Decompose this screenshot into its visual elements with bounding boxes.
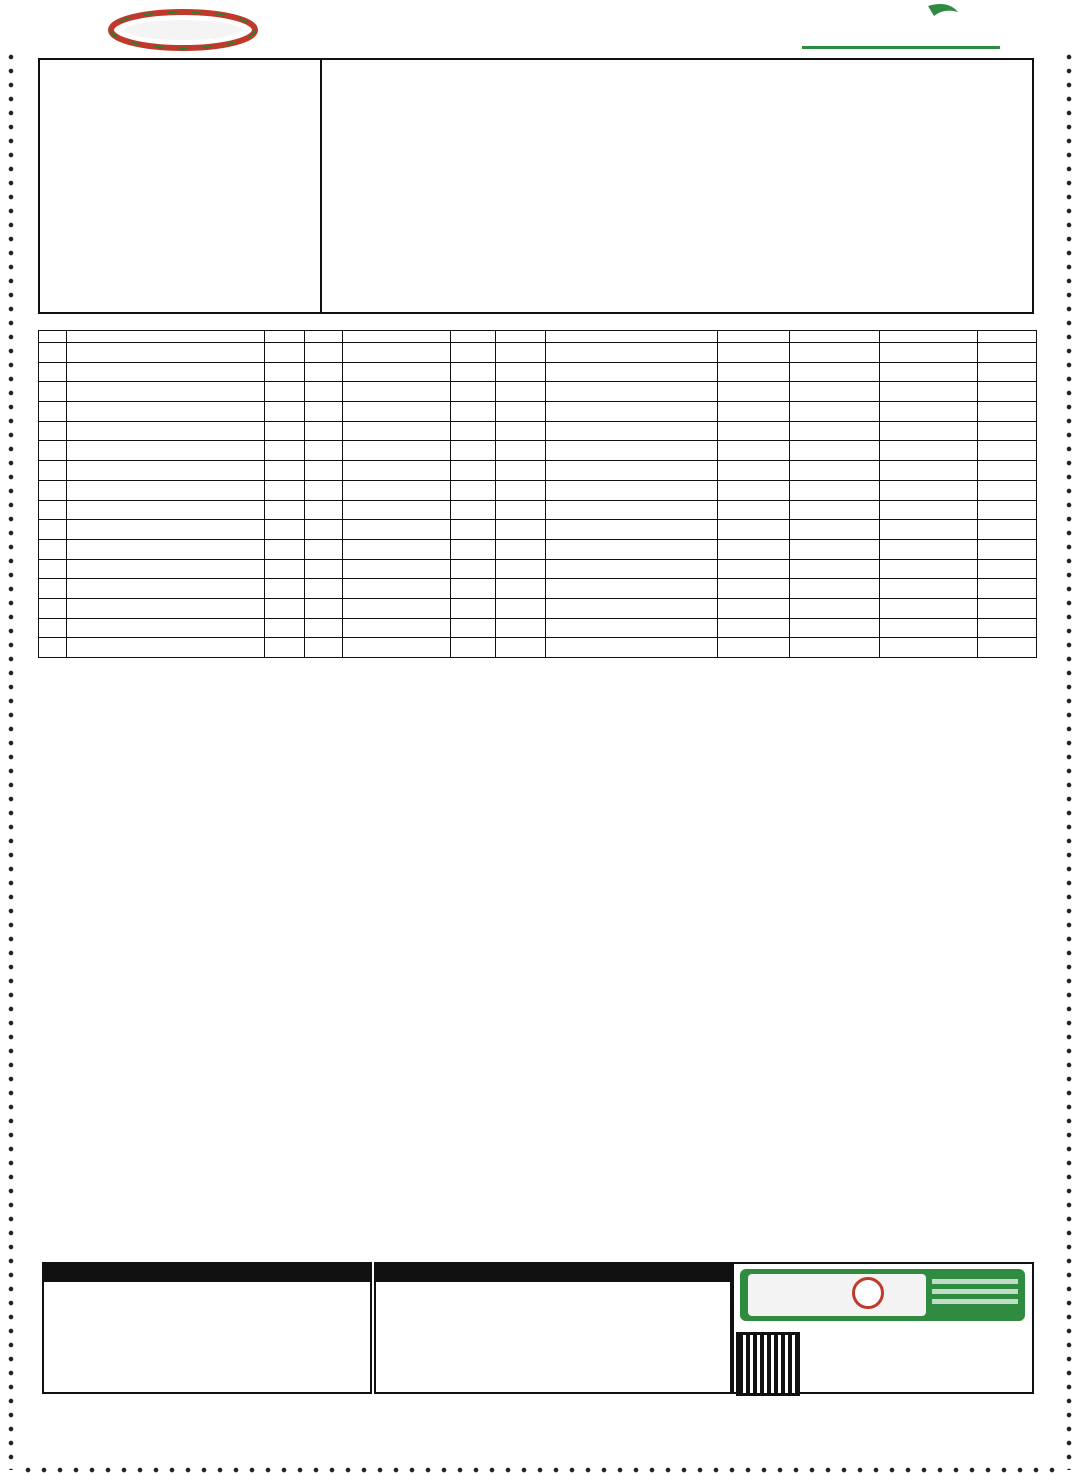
table-cell <box>790 441 880 461</box>
table-cell <box>343 343 451 363</box>
table-cell <box>39 559 67 579</box>
table-cell <box>790 480 880 500</box>
table-cell <box>718 559 790 579</box>
table-cell <box>343 480 451 500</box>
table-cell <box>880 579 978 599</box>
table-cell <box>978 441 1037 461</box>
table-cell <box>546 402 718 422</box>
table-row <box>39 461 1037 481</box>
table-cell <box>265 598 305 618</box>
table-cell <box>496 461 546 481</box>
table-cell <box>978 638 1037 658</box>
table-cell <box>718 539 790 559</box>
table-cell <box>880 421 978 441</box>
table-cell <box>880 382 978 402</box>
table-cell <box>451 461 496 481</box>
classement-lines <box>376 1282 730 1286</box>
table-cell <box>451 539 496 559</box>
page-top <box>0 0 1080 58</box>
table-cell <box>790 520 880 540</box>
table-cell <box>496 402 546 422</box>
table-cell <box>343 402 451 422</box>
table-cell <box>451 402 496 422</box>
table-cell <box>39 421 67 441</box>
race-date <box>71 63 289 103</box>
table-cell <box>718 618 790 638</box>
table-cell <box>496 559 546 579</box>
table-cell <box>343 461 451 481</box>
table-cell <box>305 421 343 441</box>
age-18-icon <box>852 1277 884 1309</box>
col-header <box>496 331 546 343</box>
table-cell <box>451 500 496 520</box>
table-cell <box>880 520 978 540</box>
table-cell <box>880 598 978 618</box>
table-cell <box>343 441 451 461</box>
col-header <box>718 331 790 343</box>
table-cell <box>880 480 978 500</box>
table-cell <box>67 480 265 500</box>
table-cell <box>305 520 343 540</box>
table-cell <box>880 362 978 382</box>
table-cell <box>718 343 790 363</box>
table-cell <box>880 343 978 363</box>
table-cell <box>496 480 546 500</box>
table-cell <box>265 382 305 402</box>
table-row <box>39 598 1037 618</box>
table-cell <box>67 421 265 441</box>
table-cell <box>496 598 546 618</box>
table-cell <box>67 343 265 363</box>
table-cell <box>451 421 496 441</box>
table-cell <box>546 362 718 382</box>
table-cell <box>880 638 978 658</box>
table-cell <box>451 480 496 500</box>
table-cell <box>265 618 305 638</box>
table-cell <box>265 362 305 382</box>
comment-column-4 <box>771 659 998 660</box>
table-cell <box>978 343 1037 363</box>
table-cell <box>718 638 790 658</box>
table-row <box>39 362 1037 382</box>
table-cell <box>978 618 1037 638</box>
table-cell <box>880 500 978 520</box>
table-cell <box>67 638 265 658</box>
table-cell <box>265 638 305 658</box>
right-dotted-border <box>1066 50 1072 1470</box>
table-row <box>39 421 1037 441</box>
table-cell <box>451 441 496 461</box>
table-cell <box>496 520 546 540</box>
promo-box <box>732 1262 1034 1394</box>
table-cell <box>305 480 343 500</box>
classement-title <box>374 1262 732 1282</box>
table-cell <box>39 480 67 500</box>
table-cell <box>265 559 305 579</box>
table-cell <box>718 500 790 520</box>
table-row <box>39 520 1037 540</box>
table-cell <box>546 598 718 618</box>
table-cell <box>790 402 880 422</box>
race-info <box>40 60 322 312</box>
table-cell <box>978 579 1037 599</box>
table-cell <box>790 539 880 559</box>
col-header <box>880 331 978 343</box>
col-header <box>546 331 718 343</box>
table-cell <box>265 579 305 599</box>
table-cell <box>451 598 496 618</box>
table-cell <box>546 638 718 658</box>
table-cell <box>305 559 343 579</box>
table-cell <box>265 421 305 441</box>
table-cell <box>451 579 496 599</box>
table-cell <box>305 362 343 382</box>
col-header <box>343 331 451 343</box>
table-cell <box>67 520 265 540</box>
qr-code[interactable] <box>736 1332 800 1396</box>
table-cell <box>718 598 790 618</box>
table-cell <box>305 441 343 461</box>
table-cell <box>39 579 67 599</box>
table-cell <box>39 598 67 618</box>
table-cell <box>790 598 880 618</box>
table-cell <box>790 638 880 658</box>
table-cell <box>39 520 67 540</box>
table-cell <box>39 362 67 382</box>
table-cell <box>305 579 343 599</box>
mci-logo <box>105 8 260 53</box>
table-cell <box>451 343 496 363</box>
comment-column-1 <box>42 659 269 660</box>
table-cell <box>546 480 718 500</box>
table-cell <box>718 402 790 422</box>
table-cell <box>343 382 451 402</box>
comment-column-2 <box>285 659 512 660</box>
table-row <box>39 559 1037 579</box>
table-cell <box>67 500 265 520</box>
table-cell <box>790 362 880 382</box>
table-cell <box>880 559 978 579</box>
table-cell <box>265 480 305 500</box>
table-cell <box>496 382 546 402</box>
table-cell <box>343 520 451 540</box>
table-cell <box>305 500 343 520</box>
table-cell <box>978 480 1037 500</box>
table-cell <box>790 618 880 638</box>
table-cell <box>546 421 718 441</box>
table-cell <box>790 559 880 579</box>
col-header <box>305 331 343 343</box>
table-cell <box>546 441 718 461</box>
table-cell <box>265 343 305 363</box>
table-cell <box>451 618 496 638</box>
table-cell <box>67 559 265 579</box>
table-cell <box>39 461 67 481</box>
table-cell <box>496 500 546 520</box>
table-cell <box>978 402 1037 422</box>
table-cell <box>978 598 1037 618</box>
favoris-list <box>44 1282 370 1285</box>
table-cell <box>880 441 978 461</box>
table-cell <box>451 638 496 658</box>
table-cell <box>880 402 978 422</box>
table-cell <box>305 618 343 638</box>
table-cell <box>978 461 1037 481</box>
table-cell <box>343 559 451 579</box>
table-cell <box>343 598 451 618</box>
table-cell <box>978 539 1037 559</box>
table-cell <box>978 421 1037 441</box>
table-cell <box>265 520 305 540</box>
table-cell <box>265 441 305 461</box>
table-cell <box>39 441 67 461</box>
table-cell <box>718 362 790 382</box>
table-cell <box>305 343 343 363</box>
table-cell <box>343 539 451 559</box>
left-dotted-border <box>8 50 14 1470</box>
table-cell <box>496 539 546 559</box>
table-cell <box>451 362 496 382</box>
table-cell <box>343 362 451 382</box>
col-header <box>67 331 265 343</box>
table-cell <box>790 421 880 441</box>
table-cell <box>790 343 880 363</box>
table-cell <box>451 520 496 540</box>
table-row <box>39 539 1037 559</box>
table-cell <box>496 343 546 363</box>
table-cell <box>265 500 305 520</box>
table-cell <box>67 402 265 422</box>
table-row <box>39 500 1037 520</box>
table-cell <box>67 598 265 618</box>
table-cell <box>39 343 67 363</box>
table-cell <box>67 461 265 481</box>
table-cell <box>978 500 1037 520</box>
race-header <box>38 58 1034 314</box>
table-cell <box>790 579 880 599</box>
table-cell <box>39 618 67 638</box>
table-cell <box>718 480 790 500</box>
comment-column-3 <box>528 659 755 660</box>
table-cell <box>790 461 880 481</box>
table-cell <box>39 402 67 422</box>
table-cell <box>790 382 880 402</box>
favoris-title <box>42 1262 372 1282</box>
table-cell <box>978 382 1037 402</box>
table-cell <box>790 500 880 520</box>
bottom-panel <box>42 1262 1032 1396</box>
table-cell <box>546 343 718 363</box>
table-cell <box>451 382 496 402</box>
table-cell <box>546 520 718 540</box>
table-cell <box>67 362 265 382</box>
table-cell <box>265 539 305 559</box>
table-cell <box>305 461 343 481</box>
table-cell <box>39 638 67 658</box>
favoris-box <box>42 1262 372 1394</box>
table-cell <box>67 618 265 638</box>
table-row <box>39 480 1037 500</box>
table-cell <box>978 559 1037 579</box>
table-cell <box>546 500 718 520</box>
table-cell <box>718 441 790 461</box>
table-cell <box>546 618 718 638</box>
table-cell <box>39 382 67 402</box>
table-row <box>39 618 1037 638</box>
table-row <box>39 402 1037 422</box>
table-cell <box>718 461 790 481</box>
bottom-dotted-border <box>20 1466 1060 1474</box>
table-cell <box>67 539 265 559</box>
table-cell <box>718 579 790 599</box>
table-header <box>39 331 1037 343</box>
table-cell <box>343 579 451 599</box>
col-header <box>790 331 880 343</box>
table-cell <box>39 500 67 520</box>
table-cell <box>496 421 546 441</box>
table-cell <box>718 520 790 540</box>
table-cell <box>265 461 305 481</box>
responsible-gaming-banner <box>740 1269 1025 1321</box>
table-cell <box>305 638 343 658</box>
table-cell <box>67 382 265 402</box>
table-cell <box>343 500 451 520</box>
table-cell <box>496 618 546 638</box>
table-cell <box>67 441 265 461</box>
horse-comments <box>42 659 998 1257</box>
table-cell <box>451 559 496 579</box>
table-cell <box>880 461 978 481</box>
table-cell <box>67 579 265 599</box>
table-row <box>39 343 1037 363</box>
table-row <box>39 638 1037 658</box>
table-row <box>39 441 1037 461</box>
col-header <box>39 331 67 343</box>
table-cell <box>305 382 343 402</box>
table-cell <box>978 520 1037 540</box>
runners-table <box>38 330 1037 658</box>
table-row <box>39 579 1037 599</box>
table-cell <box>343 421 451 441</box>
col-header <box>451 331 496 343</box>
table-cell <box>343 618 451 638</box>
table-cell <box>546 539 718 559</box>
table-cell <box>496 579 546 599</box>
table-row <box>39 382 1037 402</box>
col-header <box>265 331 305 343</box>
table-cell <box>496 362 546 382</box>
lonase-logo <box>798 2 1004 54</box>
table-cell <box>305 539 343 559</box>
table-cell <box>496 441 546 461</box>
table-cell <box>496 638 546 658</box>
table-cell <box>546 559 718 579</box>
table-cell <box>305 402 343 422</box>
table-cell <box>39 539 67 559</box>
table-cell <box>546 579 718 599</box>
table-cell <box>546 382 718 402</box>
table-cell <box>546 461 718 481</box>
table-cell <box>880 618 978 638</box>
table-cell <box>718 421 790 441</box>
classement-box <box>374 1262 732 1394</box>
table-cell <box>343 638 451 658</box>
table-cell <box>978 362 1037 382</box>
col-header <box>978 331 1037 343</box>
table-cell <box>880 539 978 559</box>
table-cell <box>305 598 343 618</box>
table-cell <box>718 382 790 402</box>
table-cell <box>265 402 305 422</box>
